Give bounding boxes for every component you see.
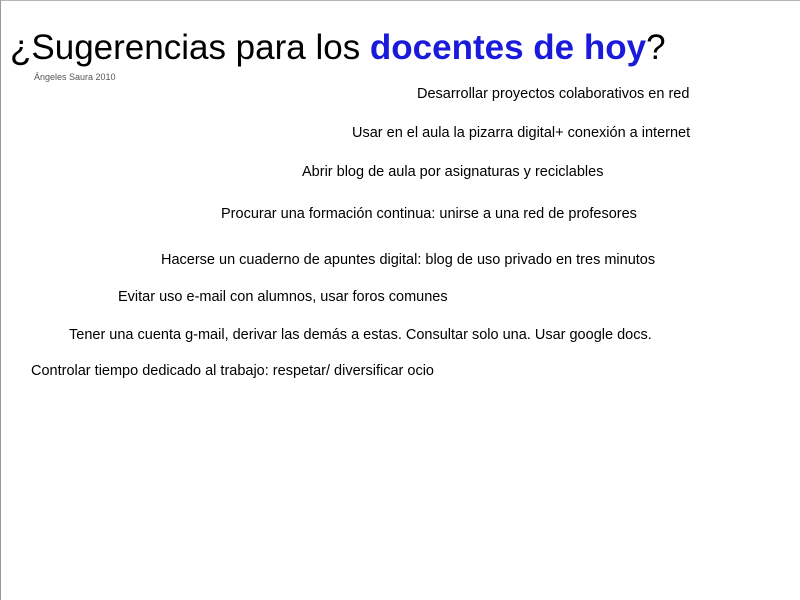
title-prefix: ¿Sugerencias para los <box>10 28 370 67</box>
suggestion-item: Controlar tiempo dedicado al trabajo: respetar/ diversificar ocio <box>31 363 434 379</box>
title-highlight: docentes de hoy <box>369 28 647 67</box>
title-suffix: ? <box>646 28 666 67</box>
suggestion-item: Desarrollar proyectos colaborativos en red <box>417 86 690 102</box>
suggestion-item: Abrir blog de aula por asignaturas y reciclables <box>302 164 604 180</box>
suggestion-item: Usar en el aula la pizarra digital+ conexión a internet <box>352 125 691 141</box>
suggestion-item: Hacerse un cuaderno de apuntes digital: blog de uso privado en tres minutos <box>161 252 656 268</box>
slide-title <box>10 25 666 71</box>
author-credit: Ángeles Saura 2010 <box>34 72 116 82</box>
suggestion-item: Procurar una formación continua: unirse a una red de profesores <box>221 206 637 222</box>
suggestion-item: Evitar uso e-mail con alumnos, usar foros comunes <box>118 289 448 305</box>
suggestion-item: Tener una cuenta g-mail, derivar las demás a estas. Consultar solo una. Usar google docs. <box>69 327 652 343</box>
